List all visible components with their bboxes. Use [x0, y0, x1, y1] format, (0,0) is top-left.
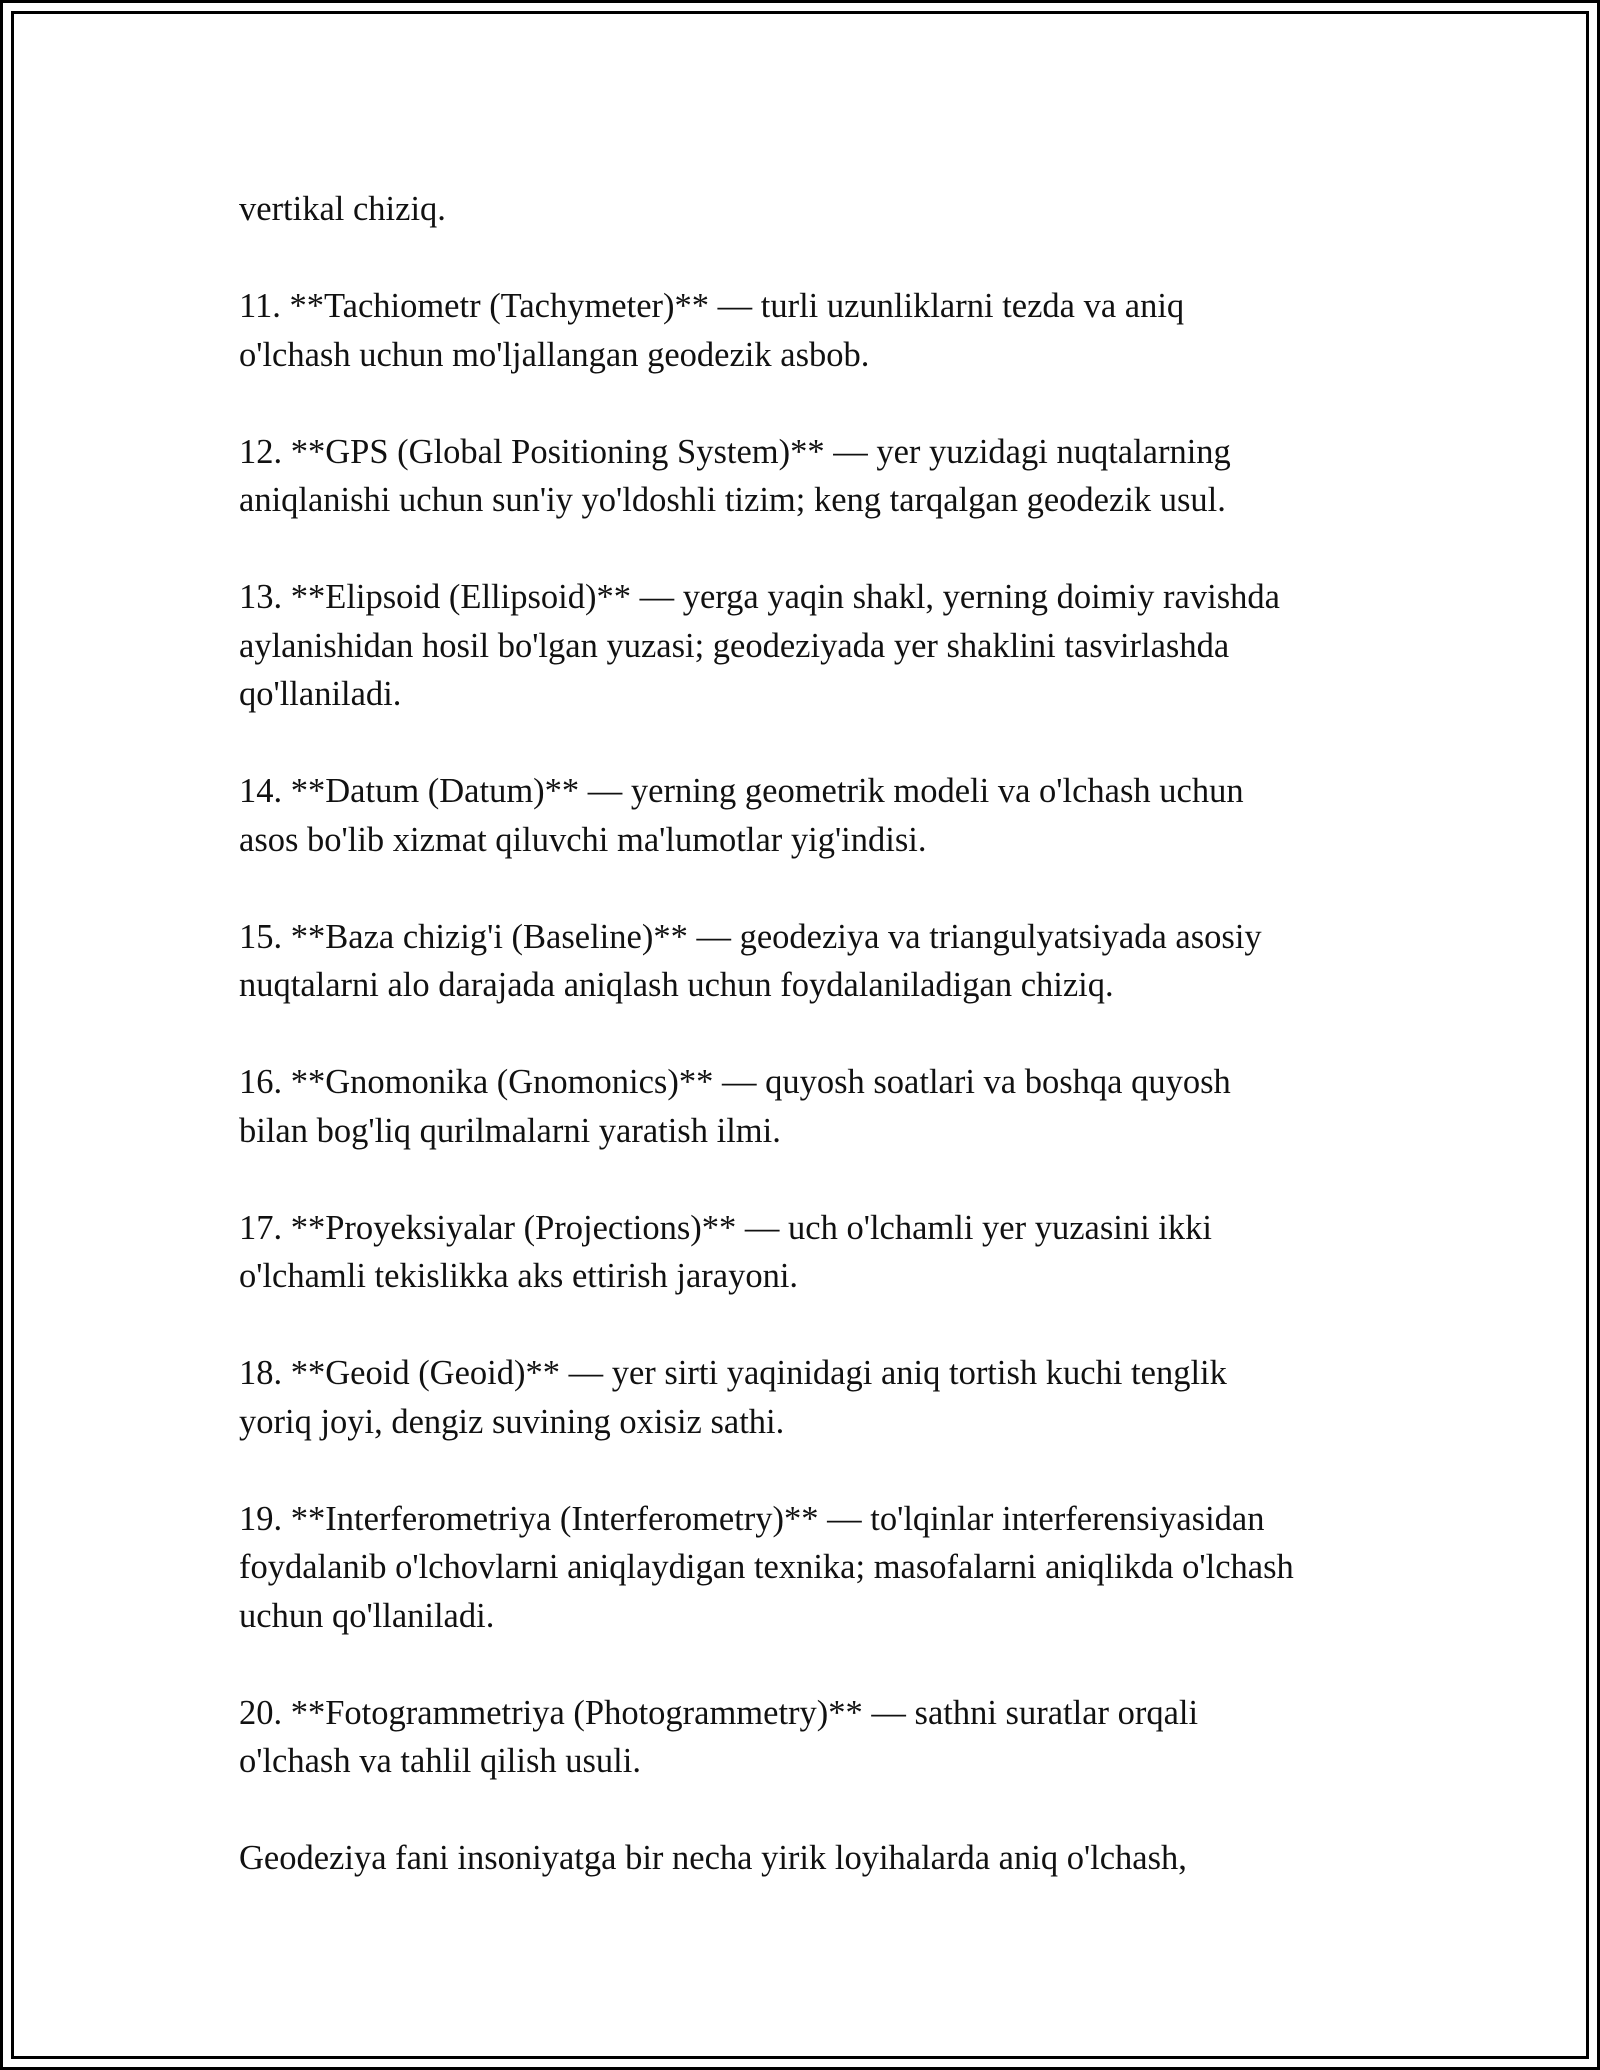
term-19-interferometriya [239, 1495, 1389, 1641]
term-17-proyeksiyalar [239, 1204, 1389, 1301]
text-line: Geodeziya fani insoniyatga bir necha yirik loyihalarda aniq o'lchash, [239, 1839, 1187, 1877]
text-line: aniqlanishi uchun sun'iy yo'ldoshli tizim; keng tarqalgan geodezik usul. [239, 481, 1226, 519]
text-line: 14. **Datum (Datum)** — yerning geometrik modeli va o'lchash uchun [239, 772, 1244, 810]
text-line: 12. **GPS (Global Positioning System)** — yer yuzidagi nuqtalarning [239, 432, 1231, 471]
text-line: 15. **Baza chizig'i (Baseline)** — geodeziya va triangulyatsiyada asosiy [239, 917, 1262, 956]
text-line: 20. **Fotogrammetriya (Photogrammetry)** — sathni suratlar orqali [239, 1693, 1199, 1732]
text-line: 17. **Proyeksiyalar (Projections)** — uch o'lchamli yer yuzasini ikki [239, 1208, 1212, 1247]
text-line: uchun qo'llaniladi. [239, 1596, 495, 1635]
paragraph-continuation [239, 185, 1389, 234]
paragraph-conclusion [239, 1834, 1389, 1883]
term-18-geoid [239, 1349, 1389, 1446]
text-line: nuqtalarni alo darajada aniqlash uchun foydalaniladigan chiziq. [239, 966, 1114, 1004]
text-line: foydalanib o'lchovlarni aniqlaydigan texnika; masofalarni aniqlikda o'lchash [239, 1548, 1294, 1586]
term-12-gps [239, 428, 1389, 525]
term-20-fotogrammetriya [239, 1689, 1389, 1786]
term-16-gnomonika [239, 1058, 1389, 1155]
document-body [239, 185, 1389, 1931]
term-14-datum [239, 767, 1389, 864]
text-line: yoriq joyi, dengiz suvining oxisiz sathi. [239, 1402, 785, 1441]
text-line: 13. **Elipsoid (Ellipsoid)** — yerga yaqin shakl, yerning doimiy ravishda [239, 578, 1280, 616]
term-13-elipsoid [239, 573, 1389, 719]
term-11-tachiometr [239, 282, 1389, 379]
term-15-baza-chizigi [239, 913, 1389, 1010]
text-line: aylanishidan hosil bo'lgan yuzasi; geodeziyada yer shaklini tasvirlashda [239, 626, 1230, 665]
text-line: qo'llaniladi. [239, 675, 402, 713]
text-line: o'lchash va tahlil qilish usuli. [239, 1742, 641, 1780]
text-line: 18. **Geoid (Geoid)** — yer sirti yaqinidagi aniq tortish kuchi tenglik [239, 1354, 1227, 1392]
text-line: 16. **Gnomonika (Gnomonics)** — quyosh soatlari va boshqa quyosh [239, 1063, 1231, 1101]
text-line: asos bo'lib xizmat qiluvchi ma'lumotlar yig'indisi. [239, 820, 927, 859]
text-line: vertikal chiziq. [239, 190, 446, 228]
text-line: 11. **Tachiometr (Tachymeter)** — turli uzunliklarni tezda va aniq [239, 287, 1185, 325]
text-line: bilan bog'liq qurilmalarni yaratish ilmi. [239, 1111, 781, 1150]
text-line: 19. **Interferometriya (Interferometry)** — to'lqinlar interferensiyasidan [239, 1499, 1265, 1538]
text-line: o'lchash uchun mo'ljallangan geodezik asbob. [239, 335, 870, 374]
text-line: o'lchamli tekislikka aks ettirish jarayoni. [239, 1257, 799, 1295]
